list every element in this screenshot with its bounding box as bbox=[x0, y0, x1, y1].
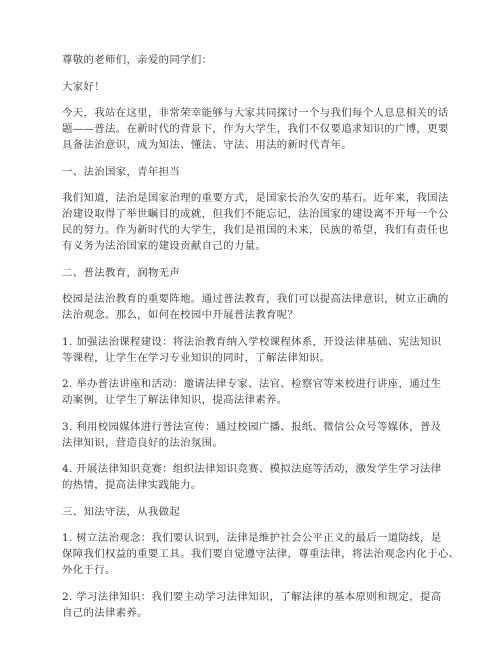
text-line: 1. 加强法治课程建设：将法治教育纳入学校课程体系，开设法律基础、宪法知识 bbox=[62, 335, 442, 348]
text-line: 今天，我站在这里，非常荣幸能够与大家共同探讨一个与我们每个人息息相关的话 bbox=[62, 107, 449, 119]
text-line: 1. 树立法治观念：我们要认识到，法律是维护社会公平正义的最后一道防线，是 bbox=[62, 532, 442, 544]
text-line: 民的努力。作为新时代的大学生，我们是祖国的未来，民族的希望，我们有责任也 bbox=[62, 224, 449, 236]
salutation bbox=[62, 52, 442, 68]
section-heading: 一、法治国家，青年担当 bbox=[62, 165, 181, 178]
text-line: 动案例，让学生了解法律知识，提高法律素养。 bbox=[62, 394, 288, 406]
text-line: 4. 开展法律知识竞赛：组织法律知识竞赛、模拟法庭等活动，激发学生学习法律 bbox=[62, 463, 442, 475]
text-line: 3. 利用校园媒体进行普法宣传：通过校园广播、报纸、微信公众号等媒体，普及 bbox=[62, 420, 442, 433]
text-line: 具备法治意识，成为知法、懂法、守法、用法的新时代青年。 bbox=[62, 139, 352, 151]
text-line: 校园是法治教育的重要阵地。通过普法教育，我们可以提高法律意识，树立正确的 bbox=[62, 293, 449, 305]
salutation-line: 尊敬的老师们，亲爱的同学们： bbox=[62, 54, 213, 66]
text-line: 等课程，让学生在学习专业知识的同时，了解法律知识。 bbox=[62, 351, 331, 364]
list-item bbox=[62, 376, 442, 408]
list-item bbox=[62, 461, 442, 493]
greeting-line: 大家好！ bbox=[62, 80, 105, 93]
list-item bbox=[62, 419, 442, 451]
greeting bbox=[62, 79, 442, 95]
text-line: 治建设取得了举世瞩目的成就，但我们不能忘记，法治国家的建设离不开每一个公 bbox=[62, 208, 449, 220]
body-paragraph bbox=[62, 291, 449, 323]
text-line: 我们知道，法治是国家治理的重要方式，是国家长治久安的基石。近年来，我国法 bbox=[62, 192, 449, 204]
text-line: 法治观念。那么，如何在校园中开展普法教育呢？ bbox=[62, 309, 299, 321]
list-item bbox=[62, 530, 460, 578]
document-page bbox=[62, 52, 460, 631]
text-line: 法律知识，营造良好的法治氛围。 bbox=[62, 436, 224, 449]
text-line: 的热情，提高法律实践能力。 bbox=[62, 479, 202, 491]
text-line: 有义务为法治国家的建设贡献自己的力量。 bbox=[62, 240, 267, 252]
section-heading: 三、知法守法，从我做起 bbox=[62, 505, 181, 518]
intro-paragraph bbox=[62, 105, 449, 153]
list-item bbox=[62, 334, 442, 366]
list-item bbox=[62, 589, 442, 621]
text-line: 自己的法律素养。 bbox=[62, 606, 148, 619]
section-heading: 二、普法教育，润物无声 bbox=[62, 266, 181, 279]
text-line: 保障我们权益的重要工具。我们要自觉遵守法律，尊重法律，将法治观念内化于心、 bbox=[62, 548, 460, 560]
text-line: 题——普法。在新时代的背景下，作为大学生，我们不仅要追求知识的广博，更要 bbox=[62, 123, 449, 135]
body-paragraph bbox=[62, 190, 449, 254]
text-line: 2. 学习法律知识：我们要主动学习法律知识，了解法律的基本原则和规定，提高 bbox=[62, 590, 442, 603]
text-line: 外化于行。 bbox=[62, 564, 116, 576]
text-line: 2. 举办普法讲座和活动：邀请法律专家、法官、检察官等来校进行讲座，通过生 bbox=[62, 378, 442, 390]
